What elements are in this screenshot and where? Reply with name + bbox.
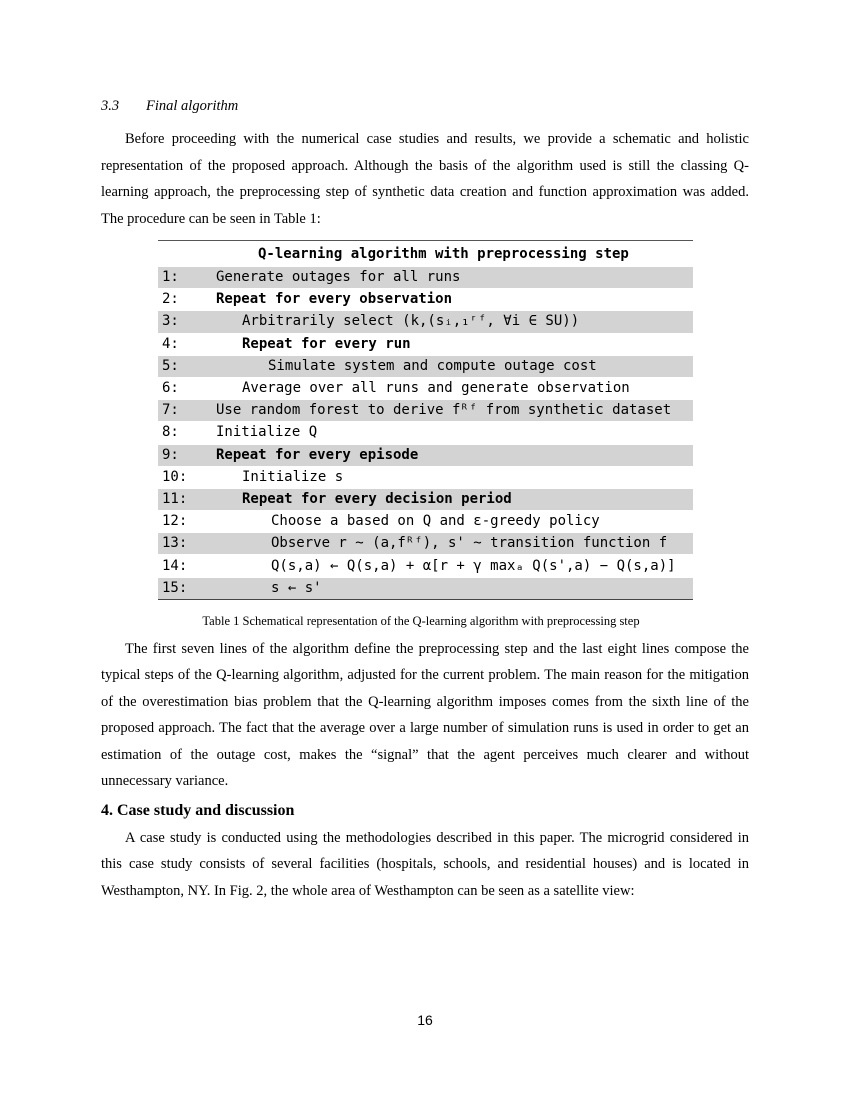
table-row — [158, 400, 693, 422]
line-text: Average over all runs and generate observation — [212, 377, 693, 399]
table-row — [158, 267, 693, 289]
line-number: 3: — [158, 311, 212, 333]
table-row — [158, 333, 693, 355]
algorithm-table-wrapper — [158, 240, 693, 600]
table-row — [158, 311, 693, 333]
line-text: Use random forest to derive fᴿᶠ from synthetic dataset — [212, 400, 693, 422]
table-row — [158, 488, 693, 510]
table-row — [158, 466, 693, 488]
table-row — [158, 377, 693, 399]
line-text: Simulate system and compute outage cost — [212, 355, 693, 377]
line-number: 4: — [158, 333, 212, 355]
line-number: 6: — [158, 377, 212, 399]
line-text: Initialize Q — [212, 422, 693, 444]
line-number: 11: — [158, 488, 212, 510]
line-number: 10: — [158, 466, 212, 488]
line-number: 7: — [158, 400, 212, 422]
table-row — [158, 555, 693, 577]
line-text: Repeat for every episode — [212, 444, 693, 466]
table-header: Q-learning algorithm with preprocessing step — [158, 241, 693, 267]
line-text: Q(s,a) ← Q(s,a) + α[r + γ maxₐ Q(s',a) − Q(s,a)] — [212, 555, 693, 577]
line-number: 15: — [158, 577, 212, 599]
case-study-paragraph: A case study is conducted using the methodologies described in this paper. The microgrid considered in this case study consists of several facilities (hospitals, schools, and residential houses) and is located in Westhampton, NY. In Fig. 2, the whole area of Westhampton can be seen as a satellite view: — [101, 829, 749, 899]
line-number: 1: — [158, 267, 212, 289]
line-number: 9: — [158, 444, 212, 466]
line-number: 8: — [158, 422, 212, 444]
table-row — [158, 422, 693, 444]
line-text: Repeat for every observation — [212, 289, 693, 311]
line-text: Repeat for every run — [212, 333, 693, 355]
section-heading — [101, 95, 749, 117]
line-text: Choose a based on Q and ε-greedy policy — [212, 511, 693, 533]
table-row — [158, 577, 693, 599]
line-number: 12: — [158, 511, 212, 533]
table-row — [158, 355, 693, 377]
algorithm-table — [158, 240, 693, 600]
section-4-heading: 4. Case study and discussion — [101, 801, 295, 819]
page-content — [101, 95, 749, 904]
line-text: Observe r ~ (a,fᴿᶠ), s' ~ transition function f — [212, 533, 693, 555]
line-number: 13: — [158, 533, 212, 555]
page-number: 16 — [417, 1012, 433, 1028]
intro-paragraph: Before proceeding with the numerical case studies and results, we provide a schematic and holistic representation of the proposed approach. Although the basis of the algorithm used is still the classing Q-learning approach, the preprocessing step of synthetic data creation and function approximation was added. The procedure can be seen in Table 1: — [101, 131, 749, 227]
table-row — [158, 511, 693, 533]
line-number: 2: — [158, 289, 212, 311]
section-number: 3.3 — [101, 98, 120, 114]
table-caption: Table 1 Schematical representation of the Q-learning algorithm with preprocessing step — [202, 613, 640, 628]
table-row — [158, 289, 693, 311]
table-row — [158, 533, 693, 555]
line-number: 14: — [158, 555, 212, 577]
line-text: Repeat for every decision period — [212, 488, 693, 510]
table-row — [158, 444, 693, 466]
section-title: Final algorithm — [146, 98, 239, 114]
line-text: Initialize s — [212, 466, 693, 488]
line-number: 5: — [158, 355, 212, 377]
discussion-paragraph: The first seven lines of the algorithm define the preprocessing step and the last eight lines compose the typical steps of the Q-learning algorithm, adjusted for the current problem. The main reason for the mitigation of the overestimation bias problem that the Q-learning algorithm imposes comes from the sixth line of the proposed approach. The fact that the average over a large number of simulation runs is used in order to get an estimation of the outage cost, makes the “signal” that the agent perceives much clearer and without unnecessary variance. — [101, 640, 749, 790]
line-text: s ← s' — [212, 577, 693, 599]
line-text: Generate outages for all runs — [212, 267, 693, 289]
line-text: Arbitrarily select (k,(sᵢ,₁ʳᶠ, ∀i ∈ SU)) — [212, 311, 693, 333]
